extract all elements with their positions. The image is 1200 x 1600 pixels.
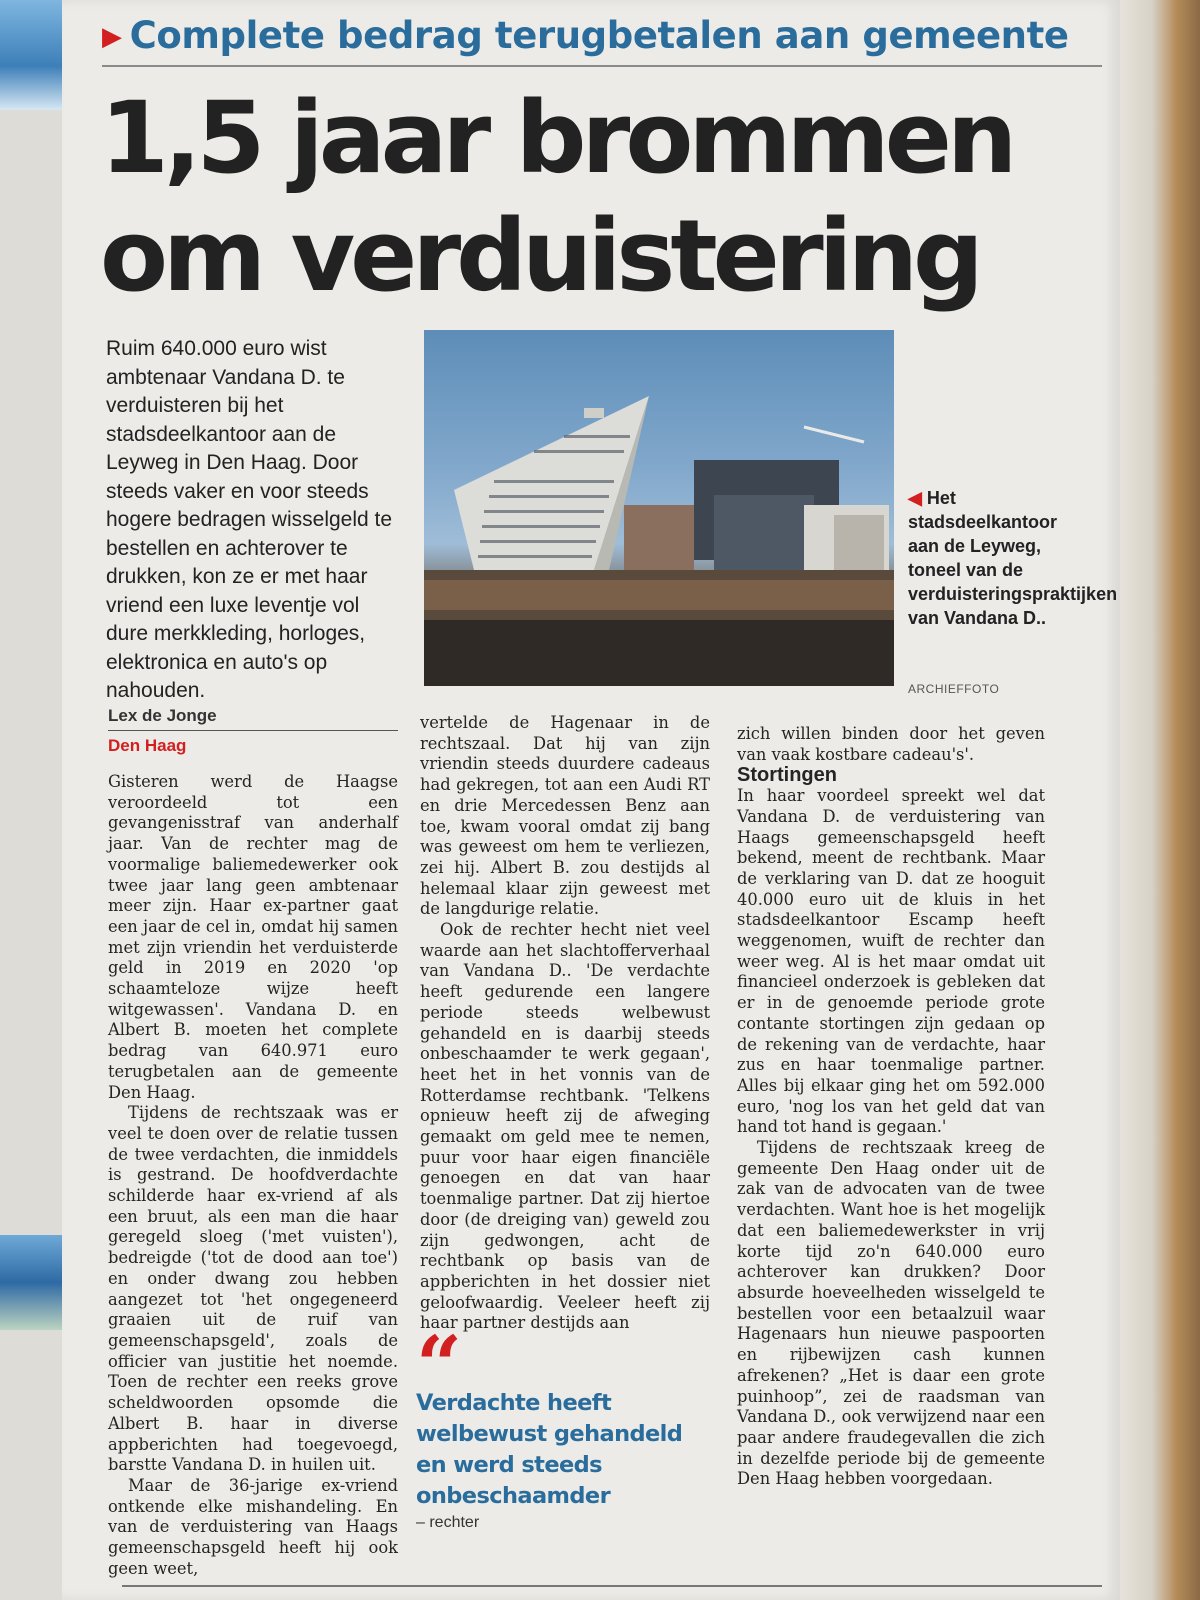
adjacent-photo-bottom xyxy=(0,1235,62,1330)
adjacent-page-left xyxy=(0,0,63,1600)
headline xyxy=(100,80,1100,316)
caption-arrow-icon: ◀ xyxy=(908,488,922,508)
pull-quote: Verdachte heeft welbewust gehandeld en werd steeds onbeschaamder xyxy=(416,1390,683,1509)
paragraph: Ook de rechter hecht niet veel waarde aan het slachtofferverhaal van Vandana D.. 'De verdachte heeft gedurende een langere periode steeds welbewust gehandeld en is daarbij steeds onbeschaamder te werk gegaan', heet het in het vonnis van de Rotterdamse rechtbank. 'Telkens opnieuw heeft zij de afweging gemaakt om geld mee te nemen, puur voor haar eigen financiële genoegen en dat van haar toenmalige partner. Dat zij hiertoe door (de dreiging van) geweld zou zijn gedwongen, acht de rechtbank op basis van de appberichten in het dossier niet geloofwaardig. Veeleer heeft zij haar partner destijds aan xyxy=(420,920,710,1333)
headline-line-2: om verduistering xyxy=(100,199,979,314)
kicker xyxy=(102,14,1102,67)
paragraph: Maar de 36-jarige ex-vriend ontkende elke mishandeling. En van de verduistering van Haags gemeenschapsgeld heeft hij ook geen weet, xyxy=(108,1475,398,1578)
paragraph: In haar voordeel spreekt wel dat Vandana D. de verduistering van Haags gemeenschapsgeld heeft bekend, meent de rechtbank. Maar de verklaring van D. dat ze hooguit 40.000 euro uit de kluis in het stadsdeelkantoor Escamp heeft weggenomen, wuift de rechter dan weer weg. Al is het maar omdat uit financieel onderzoek is gebleken dat er in de genoemde periode grote contante stortingen zijn gedaan op de rekening van de verdachte, haar zus en haar toenmalige partner. Alles bij elkaar ging het om 592.000 euro, 'nog los van het geld dat van hand tot hand is gegaan.' xyxy=(737,786,1045,1137)
photo-credit: ARCHIEFFOTO xyxy=(908,682,1000,696)
dateline: Den Haag xyxy=(108,736,187,755)
article-column-1 xyxy=(108,772,398,1579)
author: Lex de Jonge xyxy=(108,706,217,725)
intro-paragraph: Ruim 640.000 euro wist ambtenaar Vandana D. te verduisteren bij het stadsdeelkantoor aan de Leyweg in Den Haag. Door steeds vaker en voor steeds hogere bedragen wisselgeld te bestellen en achterover te drukken, kon ze er met haar vriend een luxe leventje vol dure merkkleding, horloges, elektronica en auto's op nahouden. xyxy=(106,337,393,702)
paragraph: Gisteren werd de Haagse veroordeeld tot een gevangenisstraf van anderhalf jaar. Van de rechter mag de voormalige baliemedewerker ook twee jaar lang geen ambtenaar meer zijn. Haar ex-partner gaat een jaar de cel in, omdat hij samen met zijn vriendin het verduisterde geld in 2019 en 2020 'op schaamteloze wijze heeft witgewassen'. Vandana D. en Albert B. moeten het complete bedrag van 640.971 euro terugbetalen aan de gemeente Den Haag. xyxy=(108,772,398,1102)
subhead-stortingen: Stortingen xyxy=(737,764,837,787)
paragraph: zich willen binden door het geven van vaak kostbare cadeau's'. xyxy=(737,724,1045,764)
divider xyxy=(122,1585,1102,1587)
quote-mark-icon: “ xyxy=(416,1318,463,1412)
adjacent-photo-top xyxy=(0,0,62,110)
byline xyxy=(108,706,398,731)
kicker-arrow-icon: ▶ xyxy=(102,22,122,52)
pull-quote-source: – rechter xyxy=(416,1514,480,1531)
building-photo-illustration xyxy=(424,330,894,686)
paragraph: Tijdens de rechtszaak was er veel te doen over de relatie tussen de twee verdachten, die inmiddels is gestrand. De hoofdverdachte schilderde haar ex-vriend af als een bruut, als een man die haar geregeld sloeg ('met vuisten'), bedreigde ('tot de dood aan toe') en onder dwang zou hebben aangezet tot 'het ongegeneerd graaien uit de ruif van gemeenschapsgeld', zoals de officier van justitie het noemde. Toen de rechter een reeks grove scheldwoorden opsomde die Albert B. haar in diverse appberichten had toegevoegd, barstte Vandana D. in huilen uit. xyxy=(108,1103,398,1475)
photo-caption xyxy=(908,486,1118,630)
paragraph: Tijdens de rechtszaak kreeg de gemeente Den Haag onder uit de zak van de advocaten van de twee verdachten. Want hoe is het mogelijk dat een baliemedewerkster in vrij korte tijd zo'n 640.000 euro achterover kan drukken? Door absurde hoeveelheden wisselgeld te bestellen voor een betaalzuil waar Hagenaars hun nieuwe paspoorten en rijbewijzen cash kunnen afrekenen? „Het is daar een grote puinhoop”, zei de raadsman van Vandana D., ook verwijzend naar een paar andere fraudegevallen die zich in dezelfde periode bij de gemeente Den Haag hebben voorgedaan. xyxy=(737,1138,1045,1489)
article-column-2 xyxy=(420,713,710,1334)
kicker-text: Complete bedrag terugbetalen aan gemeente xyxy=(129,14,1069,57)
building-photo xyxy=(424,330,894,686)
adjacent-page-right xyxy=(1120,0,1200,1600)
caption-text: Het stadsdeelkantoor aan de Leyweg, toneel van de verduisteringspraktijken van Vandana D.. xyxy=(908,488,1118,628)
newspaper-page xyxy=(62,0,1120,1600)
paragraph: vertelde de Hagenaar in de rechtszaal. Dat hij van zijn vriendin steeds duurdere cadeaus had gekregen, tot aan een Audi RT en drie Mercedessen Benz aan toe, kwam vooral omdat zij bang was geweest om hem te verliezen, zei hij. Albert B. zou destijds al helemaal klaar zijn geweest met de langdurige relatie. xyxy=(420,713,710,919)
article-column-3 xyxy=(737,724,1045,1490)
headline-line-1: 1,5 jaar brommen xyxy=(100,81,1013,196)
